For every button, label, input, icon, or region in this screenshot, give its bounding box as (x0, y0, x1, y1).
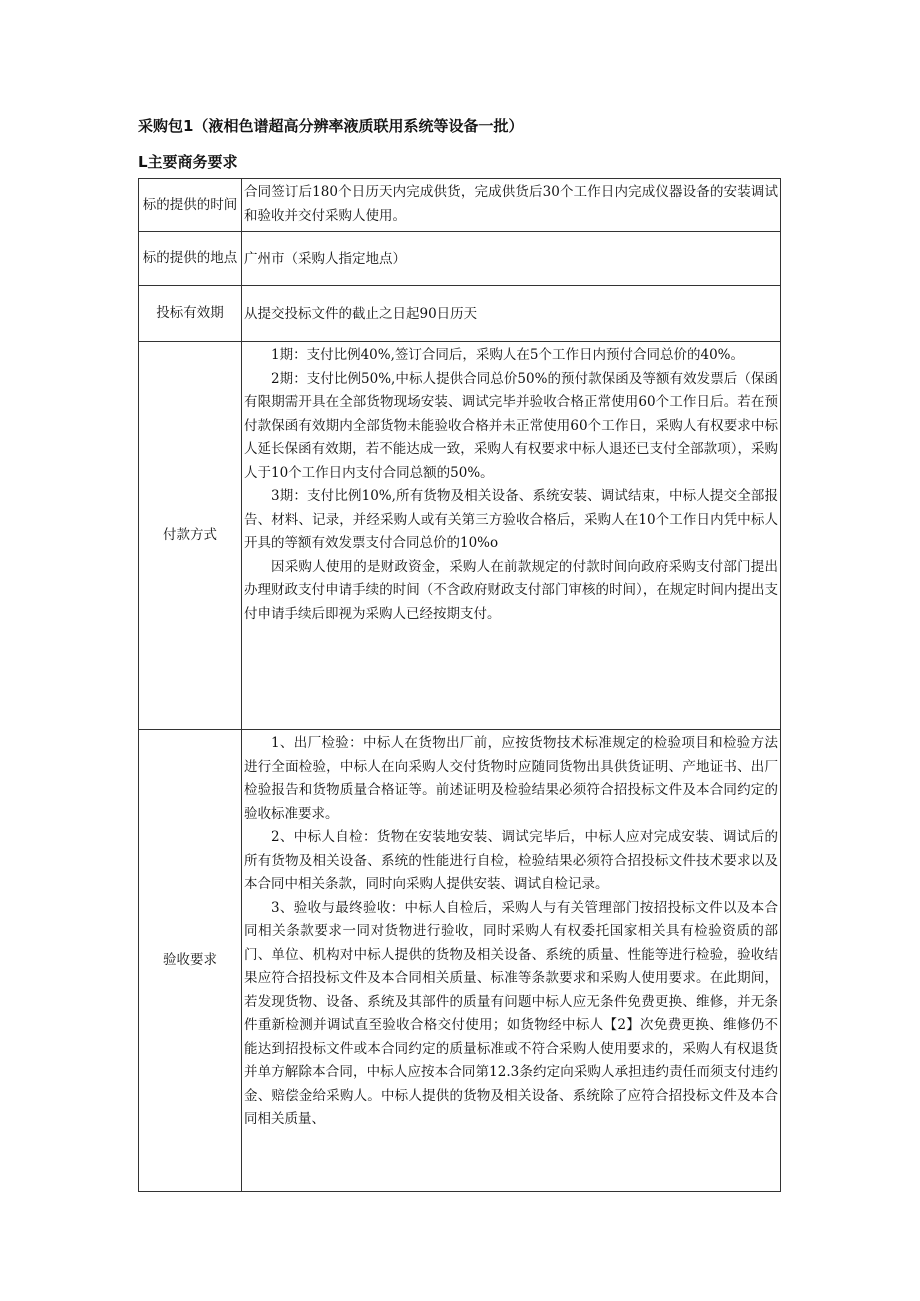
row-content (242, 179, 781, 232)
paragraph: 因采购人使用的是财政资金，采购人在前款规定的付款时间向政府采购支付部门提出办理财政支付申请手续的时间（不含政府财政支付部门审核的时间），在规定时间内提出支付申请手续后即视为采购人已经按期支付。 (244, 558, 778, 622)
paragraph: 3期：支付比例10%,所有货物及相关设备、系统安装、调试结束，中标人提交全部报告、材料、记录，并经采购人或有关第三方验收合格后，采购人在10个工作日内凭中标人开具的等额有效发票支付合同总价的10%o (244, 488, 778, 551)
table-row (139, 342, 781, 730)
row-label: 付款方式 (139, 342, 242, 730)
row-content (242, 232, 781, 286)
paragraph: 合同签订后180个日历天内完成供货，完成供货后30个工作日内完成仪器设备的安装调试和验收并交付采购人使用。 (244, 184, 778, 224)
table-row (139, 179, 781, 232)
paragraph: 2、中标人自检：货物在安装地安装、调试完毕后，中标人应对完成安装、调试后的所有货物及相关设备、系统的性能进行自检，检验结果必须符合招投标文件技术要求以及本合同中相关条款，同时向采购人提供安装、调试自检记录。 (244, 829, 778, 892)
row-content (242, 730, 781, 1192)
paragraph: 2期：支付比例50%,中标人提供合同总价50%的预付款保函及等额有效发票后（保函有限期需开具在全部货物现场安装、调试完毕并验收合格正常使用60个工作日后。若在预付款保函有效期内全部货物未能验收合格并未正常使用60个工作日，采购人有权要求中标人延长保函有效期，若不能达成一致，采购人有权要求中标人退还已支付全部款项），采购人于10个工作日内支付合同总额的50%。 (244, 370, 778, 481)
row-label: 标的提供的时间 (139, 179, 242, 232)
table-row (139, 232, 781, 286)
paragraph: 3、验收与最终验收：中标人自检后，采购人与有关管理部门按招投标文件以及本合同相关条款要求一同对货物进行验收，同时采购人有权委托国家相关具有检验资质的部门、单位、机构对中标人提供的货物及相关设备、系统的质量、性能等进行检验，验收结果应符合招投标文件及本合同相关质量、标准等条款要求和采购人使用要求。在此期间，若发现货物、设备、系统及其部件的质量有问题中标人应无条件免费更换、维修，并无条件重新检测并调试直至验收合格交付使用；如货物经中标人【2】次免费更换、维修仍不能达到招投标文件或本合同约定的质量标准或不符合采购人使用要求的，采购人有权退货并单方解除本合同，中标人应按本合同第12.3条约定向采购人承担违约责任而须支付违约金、赔偿金给采购人。中标人提供的货物及相关设备、系统除了应符合招投标文件及本合同相关质量、 (244, 899, 778, 1127)
row-label: 验收要求 (139, 730, 242, 1192)
table-row (139, 286, 781, 342)
table-row (139, 730, 781, 1192)
business-requirements-table (138, 178, 781, 1192)
paragraph: 从提交投标文件的截止之日起90日历天 (244, 305, 478, 322)
paragraph: 广州市（采购人指定地点） (244, 250, 406, 267)
paragraph: 1期：支付比例40%,签订合同后，采购人在5个工作日内预付合同总价的40%。 (271, 347, 744, 363)
row-content (242, 286, 781, 342)
row-label: 标的提供的地点 (139, 232, 242, 286)
paragraph: 1、出厂检验：中标人在货物出厂前，应按货物技术标准规定的检验项目和检验方法进行全面检验，中标人在向采购人交付货物时应随同货物出具供货证明、产地证书、出厂检验报告和货物质量合格证等。前述证明及检验结果必须符合招投标文件及本合同约定的验收标准要求。 (244, 735, 778, 822)
section-heading: L主要商务要求 (138, 153, 238, 171)
package-title: 采购包1（液相色谱超高分辨率液质联用系统等设备一批） (138, 117, 524, 135)
row-label: 投标有效期 (139, 286, 242, 342)
row-content (242, 342, 781, 730)
